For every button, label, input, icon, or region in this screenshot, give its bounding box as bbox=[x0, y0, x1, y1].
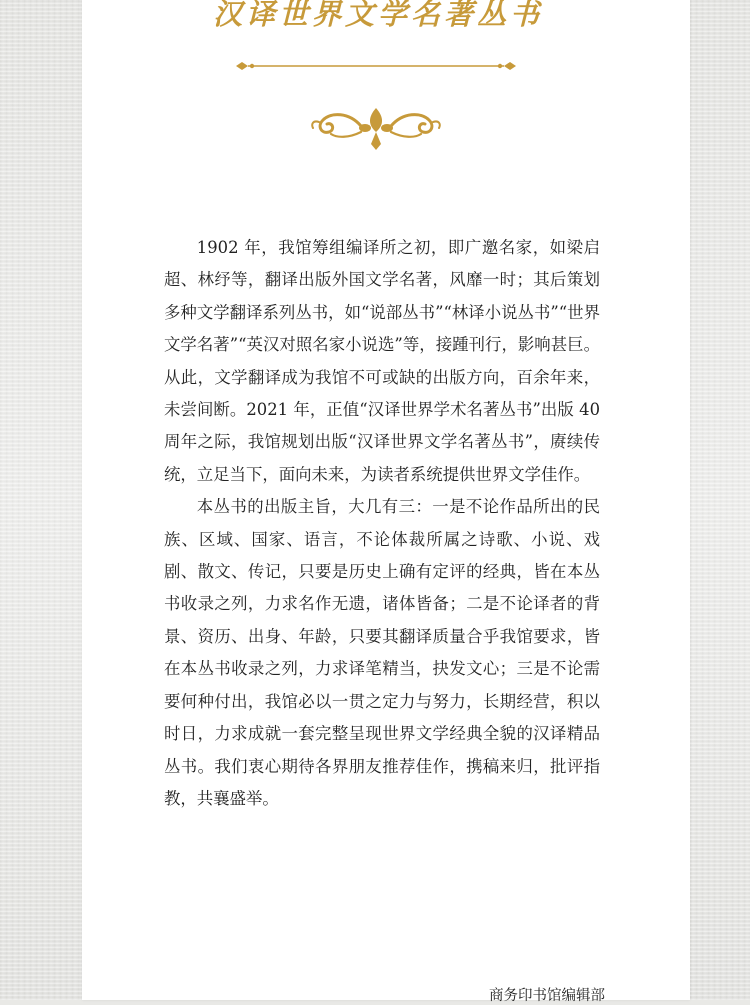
paragraph-aims: 本丛书的出版主旨，大几有三：一是不论作品所出的民族、区域、国家、语言，不论体裁所属之诗歌、小说、戏剧、散文、传记，只要是历史上确有定评的经典，皆在本丛书收录之列，力求名作无遗，诸体皆备；二是不论译者的背景、资历、出身、年龄，只要其翻译质量合乎我馆要求，皆在本丛书收录之列，力求译笔精当，抉发文心；三是不论需要何种付出，我馆必以一贯之定力与努力，长期经营，积以时日，力求成就一套完整呈现世界文学经典全貌的汉译精品丛书。我们衷心期待各界朋友推荐佳作，携稿来归，批评指教，共襄盛举。 bbox=[164, 497, 600, 808]
gold-scroll-flourish-icon bbox=[309, 104, 443, 152]
gold-line-divider-icon bbox=[234, 58, 518, 74]
series-title: 汉译世界文学名著丛书 bbox=[212, 0, 543, 31]
left-margin-texture bbox=[0, 0, 82, 1000]
publisher-signature: 商务印书馆编辑部 bbox=[489, 988, 605, 1004]
right-margin-texture bbox=[690, 0, 750, 1000]
paragraph-history: 1902 年，我馆筹组编译所之初，即广邀名家，如梁启超、林纾等，翻译出版外国文学名著，风靡一时；其后策划多种文学翻译系列丛书，如“说部丛书”“林译小说丛书”“世界文学名著”“英汉对照名家小说选”等，接踵刊行，影响甚巨。从此，文学翻译成为我馆不可或缺的出版方向，百余年来，未尝间断。2021 年，正值“汉译世界学术名著丛书”出版 40 周年之际，我馆规划出版“汉译世界文学名著丛书”，赓续传统，立足当下，面向未来，为读者系统提供世界文学佳作。 bbox=[164, 238, 600, 484]
preface-body bbox=[164, 232, 600, 815]
